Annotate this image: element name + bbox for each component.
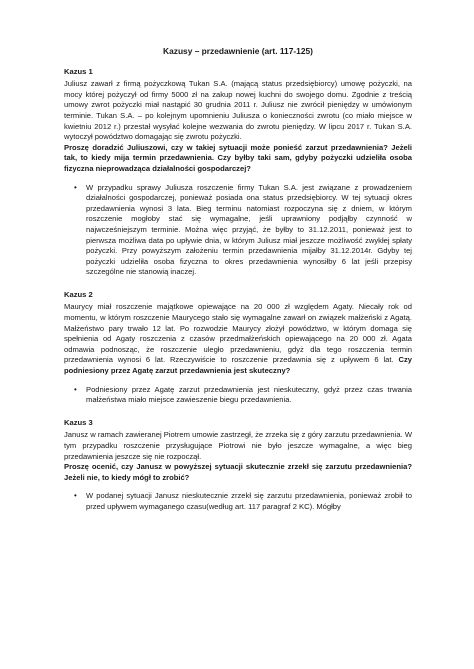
case-answer <box>64 183 412 278</box>
case-facts: Juliusz zawarł z firmą pożyczkową Tukan S.A. (mającą status przedsiębiorcy) umowę pożyczki, na mocy której pożyczył od firmy 5000 zł na zakup nowej kuchni do swojego domu. Zgodnie z treścią umowy zwrot pożyczki miał nastąpić 30 grudnia 2011 r. Juliusz nie zwrócił pieniędzy w umówionym terminie. Tukan S.A. – po kolejnym upomnieniu Juliusza o konieczności zwrotu (co miało miejsce w kwietniu 2012 r.) przestał wysyłać kolejne wezwania do zwrotu pieniędzy. W lipcu 2017 r. Tukan S.A. wytoczył powództwo domagając się zwrotu pożyczki. <box>64 79 412 142</box>
case-facts-with-question <box>64 302 412 376</box>
document-title: Kazusy – przedawnienie (art. 117-125) <box>163 46 313 56</box>
case-facts: Janusz w ramach zawieranej Piotrem umowie zastrzegł, że zrzeka się z góry zarzutu przedawnienia. W tym przypadku roszczenie przysługujące Piotrowi nie było jeszcze wymagalne, a więc bieg przedawnienia jeszcze się nie rozpoczął. <box>64 430 412 461</box>
case-question: Czy podniesiony przez Agatę zarzut przedawnienia jest skuteczny? <box>64 355 412 376</box>
case-answer-text: W przypadku sprawy Juliusza roszczenie firmy Tukan S.A. jest związane z prowadzeniem działalności gospodarczej, ponieważ posiada ona status przedsiębiorcy. W tej sytuacji okres przedawnienia wynosi 3 lata. Bieg terminu natomiast rozpoczyna się z dniem, w którym roszczenie mogłoby stać się wymagalne, jeśli uprawniony podjąłby czynność w najwcześniejszym terminie. Można więc przyjąć, że byłby to 31.12.2011, ponieważ jest to pierwsza możliwa data po upływie dnia, w którym Juliusz miał jeszcze możliwość zwykłej spłaty pożyczki. Przy powyższym założeniu termin przedawnienia mijałby 31.12.2014r. Gdyby tej pożyczki udzieliła osoba fizyczna to okres przedawnienia wynosiłby 6 lat jeśli przepisy szczególne nie stanowią inaczej. <box>86 182 412 277</box>
case-3 <box>64 418 412 513</box>
case-heading: Kazus 3 <box>64 417 93 427</box>
case-question: Proszę ocenić, czy Janusz w powyższej sytuacji skutecznie zrzekł się zarzutu przedawnienia? Jeżeli nie, to kiedy mógł to zrobić? <box>64 462 412 482</box>
case-2 <box>64 290 412 406</box>
case-answer <box>64 491 412 512</box>
case-question: Proszę doradzić Juliuszowi, czy w takiej sytuacji może ponieść zarzut przedawnienia? Jeżeli tak, to kiedy mija termin przedawnienia. Czy byłby taki sam, gdyby pożyczki udzieliła osoba fizyczna nieprowadząca działalności gospodarczej? <box>64 142 412 173</box>
case-heading: Kazus 1 <box>64 66 93 76</box>
case-1 <box>64 67 412 278</box>
case-answer-text: W podanej sytuacji Janusz nieskutecznie zrzekł się zarzutu przedawnienia, ponieważ zrobił to przed upływem wymaganego czasu(według art. 117 paragraf 2 KC). Mógłby <box>86 491 412 511</box>
bullet-icon: • <box>74 491 77 501</box>
case-facts: Maurycy miał roszczenie majątkowe opiewające na 20 000 zł względem Agaty. Niecały rok od momentu, w którym roszczenie Maurycego stało się wymagalne zawarł on związek małżeński z Agatą. Małżeństwo pary trwało 12 lat. Po rozwodzie Maurycy złożył powództwo, w którym domaga się spełnienia od Agaty roszczenia z czasów przedmałżeńskich opiewającego na 20 000 zł. Agata odmawia podnosząc, że roszczenie uległo przedawnieniu, gdyż dla tego roszczenia termin przedawnienia wynosi 6 lat. Rzeczywiście to roszczenie przedawnia się z upływem 6 lat. <box>64 302 412 365</box>
bullet-icon: • <box>74 182 77 192</box>
case-answer-text: Podniesiony przez Agatę zarzut przedawnienia jest nieskuteczny, gdyż przez czas trwania małżeństwa miało miejsce zawieszenie biegu przedawnienia. <box>86 384 412 405</box>
case-heading: Kazus 2 <box>64 289 93 299</box>
case-answer <box>64 385 412 406</box>
bullet-icon: • <box>74 384 77 394</box>
